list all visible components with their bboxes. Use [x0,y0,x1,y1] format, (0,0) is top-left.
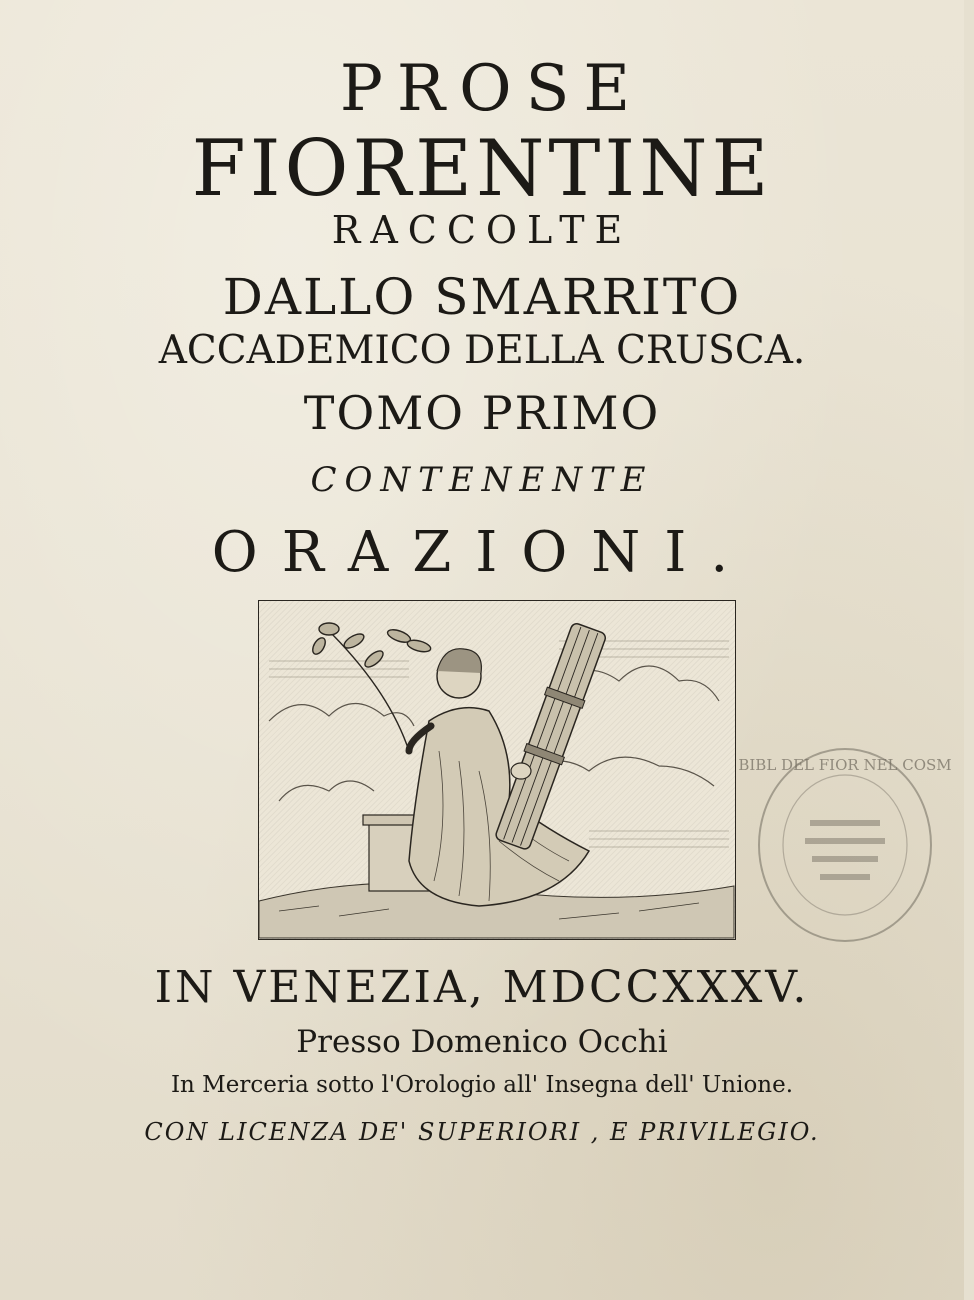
title-line-orazioni: ORAZIONI. [211,520,753,585]
title-line-academy: ACCADEMICO DELLA CRUSCA. [158,328,806,373]
imprint-place-date: IN VENEZIA, MDCCXXXV. [154,962,810,1013]
engraving-drawing [259,601,734,938]
library-stamp [738,740,952,950]
stamp-text: BIBL DEL FIOR NEL COSM [738,756,952,774]
imprint-address: In Merceria sotto l'Orologio all' Insegna dell' Unione. [170,1072,794,1098]
title-line-raccolte: RACCOLTE [331,208,633,252]
title-line-author: DALLO SMARRITO [222,268,742,326]
title-line-contenente: CONTENENTE [310,460,654,500]
engraving-allegorical-figure [258,600,736,940]
title-line-fiorentine: FIORENTINE [191,124,773,214]
title-line-prose: PROSE [339,52,645,126]
imprint-printer: Presso Domenico Occhi [296,1024,668,1060]
title-line-volume: TOMO PRIMO [303,386,661,440]
imprint-license: CON LICENZA DE' SUPERIORI , E PRIVILEGIO. [144,1118,820,1146]
